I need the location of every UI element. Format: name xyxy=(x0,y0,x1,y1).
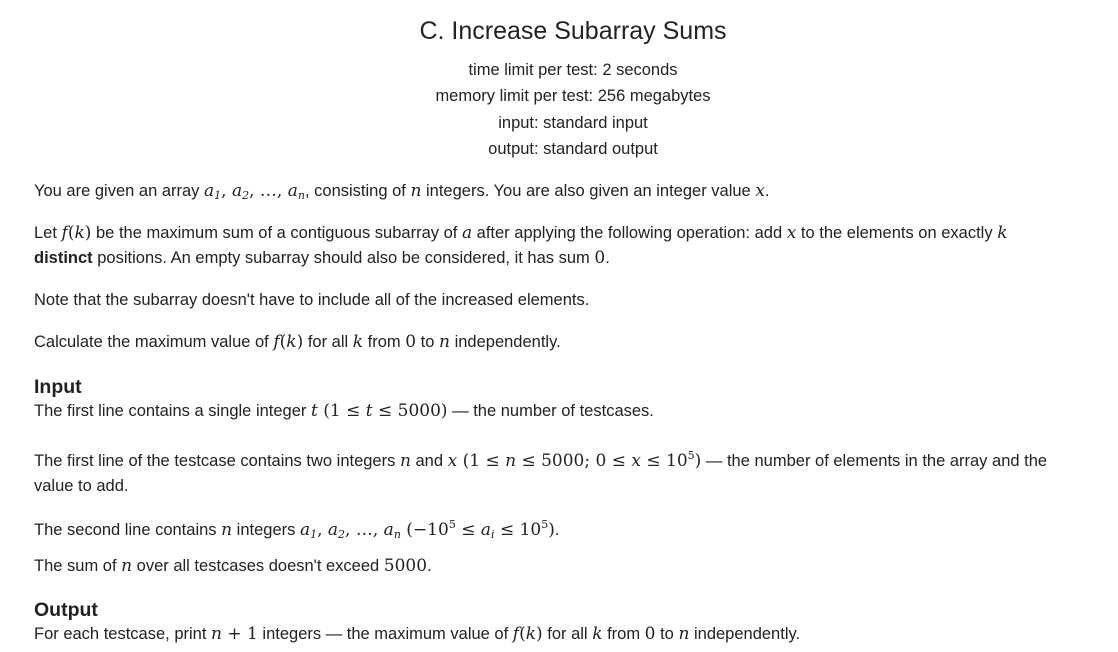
problem-title: C. Increase Subarray Sums xyxy=(419,17,727,45)
statement-paragraph-3: Note that the subarray doesn't have to include all of the increased elements. xyxy=(34,291,590,309)
output-paragraph-1: For each testcase, print n + 1 integers — the maximum value of f(k) for all k from 0 to n independently. xyxy=(34,624,801,644)
input-paragraph-1: The first line contains a single integer t (1 ≤ t ≤ 5000) — the number of testcases. xyxy=(34,401,654,421)
output-spec: output: standard output xyxy=(488,140,658,158)
input-paragraph-2: The first line of the testcase contains two integers n and x (1 ≤ n ≤ 5000; $0 \le x \le 10^5$) — the number of elements in the array and the value to add. xyxy=(34,449,1048,495)
input-section-title: Input xyxy=(34,376,82,398)
memory-limit: memory limit per test: 256 megabytes xyxy=(435,87,711,105)
statement-paragraph-1: You are given an array $a_1$, $a_2$, …, $a_n$, consisting of n integers. You are also given an integer value x. xyxy=(34,181,770,202)
output-section-title: Output xyxy=(34,599,98,621)
input-paragraph-4: The sum of n over all testcases doesn't exceed 5000. xyxy=(34,556,432,576)
statement-paragraph-2: Let f(k) be the maximum sum of a contiguous subarray of a after applying the following operation: add x to the elements on exactly k distinct positions. An empty subarray should also be considered, it has sum 0. xyxy=(34,223,1008,268)
statement-paragraph-4: Calculate the maximum value of f(k) for all k from 0 to n independently. xyxy=(34,332,561,352)
input-spec: input: standard input xyxy=(498,114,648,132)
input-paragraph-3: The second line contains n integers $a_1$, $a_2$, …, $a_n$ $(-10^5 \le a_i \le 10^5)$. xyxy=(34,518,560,541)
time-limit: time limit per test: 2 seconds xyxy=(468,61,678,79)
